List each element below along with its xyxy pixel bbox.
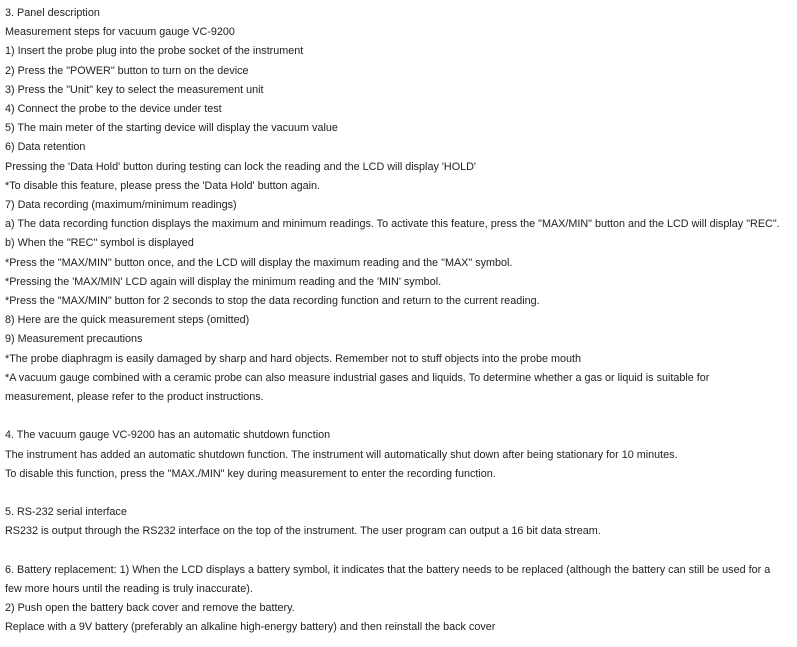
- section-heading-auto-shutdown: 4. The vacuum gauge VC-9200 has an automatic shutdown function: [5, 429, 331, 442]
- step-line: 2) Push open the battery back cover and remove the battery.: [5, 602, 295, 615]
- note-line: *To disable this feature, please press the 'Data Hold' button again.: [5, 179, 321, 192]
- step-line: 2) Press the "POWER" button to turn on the device: [5, 64, 249, 77]
- note-line: *Pressing the 'MAX/MIN' LCD again will display the minimum reading and the 'MIN' symbol.: [5, 275, 442, 288]
- step-line: 3) Press the "Unit" key to select the measurement unit: [5, 83, 264, 96]
- blank-line: [5, 407, 779, 426]
- text-line: b) When the "REC" symbol is displayed: [5, 237, 194, 250]
- note-line: *Press the "MAX/MIN" button once, and the LCD will display the maximum reading and the "MAX" symbol.: [5, 256, 513, 269]
- section-heading-panel-description: 3. Panel description: [5, 7, 100, 19]
- text-line: Measurement steps for vacuum gauge VC-9200: [5, 26, 235, 39]
- note-line: *The probe diaphragm is easily damaged by sharp and hard objects. Remember not to stuff objects into the probe mouth: [5, 352, 581, 365]
- note-line: *Press the "MAX/MIN" button for 2 seconds to stop the data recording function and return to the current reading.: [5, 295, 540, 308]
- section-heading-rs232: 5. RS-232 serial interface: [5, 506, 127, 519]
- step-line: 9) Measurement precautions: [5, 333, 143, 346]
- text-line: The instrument has added an automatic shutdown function. The instrument will automatically shut down after being stationary for 10 minutes.: [5, 448, 678, 461]
- text-line: RS232 is output through the RS232 interface on the top of the instrument. The user program can output a 16 bit data stream.: [5, 525, 601, 538]
- note-paragraph: *A vacuum gauge combined with a ceramic probe can also measure industrial gases and liquids. To determine whether a gas or liquid is suitable for measurement, please refer to the product instructions.: [5, 371, 710, 404]
- blank-line: [5, 542, 779, 561]
- text-line: To disable this function, press the "MAX./MIN" key during measurement to enter the recording function.: [5, 467, 496, 480]
- step-line: 1) Insert the probe plug into the probe socket of the instrument: [5, 45, 304, 58]
- text-line: a) The data recording function displays the maximum and minimum readings. To activate this feature, press the "MAX/MIN" button and the LCD will display "REC".: [5, 218, 780, 231]
- text-line: Replace with a 9V battery (preferably an alkaline high-energy battery) and then reinstall the back cover: [5, 621, 496, 634]
- section-heading-battery-replacement: 6. Battery replacement: 1) When the LCD displays a battery symbol, it indicates that the battery needs to be replaced (although the battery can still be used for a few more hours until the reading is truly inaccurate).: [5, 563, 771, 596]
- text-line: Pressing the 'Data Hold' button during testing can lock the reading and the LCD will display 'HOLD': [5, 160, 476, 173]
- step-line: 4) Connect the probe to the device under test: [5, 103, 222, 116]
- step-line: 8) Here are the quick measurement steps (omitted): [5, 314, 250, 327]
- step-line: 5) The main meter of the starting device will display the vacuum value: [5, 122, 338, 135]
- step-line: 6) Data retention: [5, 141, 86, 154]
- step-line: 7) Data recording (maximum/minimum readings): [5, 199, 237, 212]
- blank-line: [5, 484, 779, 503]
